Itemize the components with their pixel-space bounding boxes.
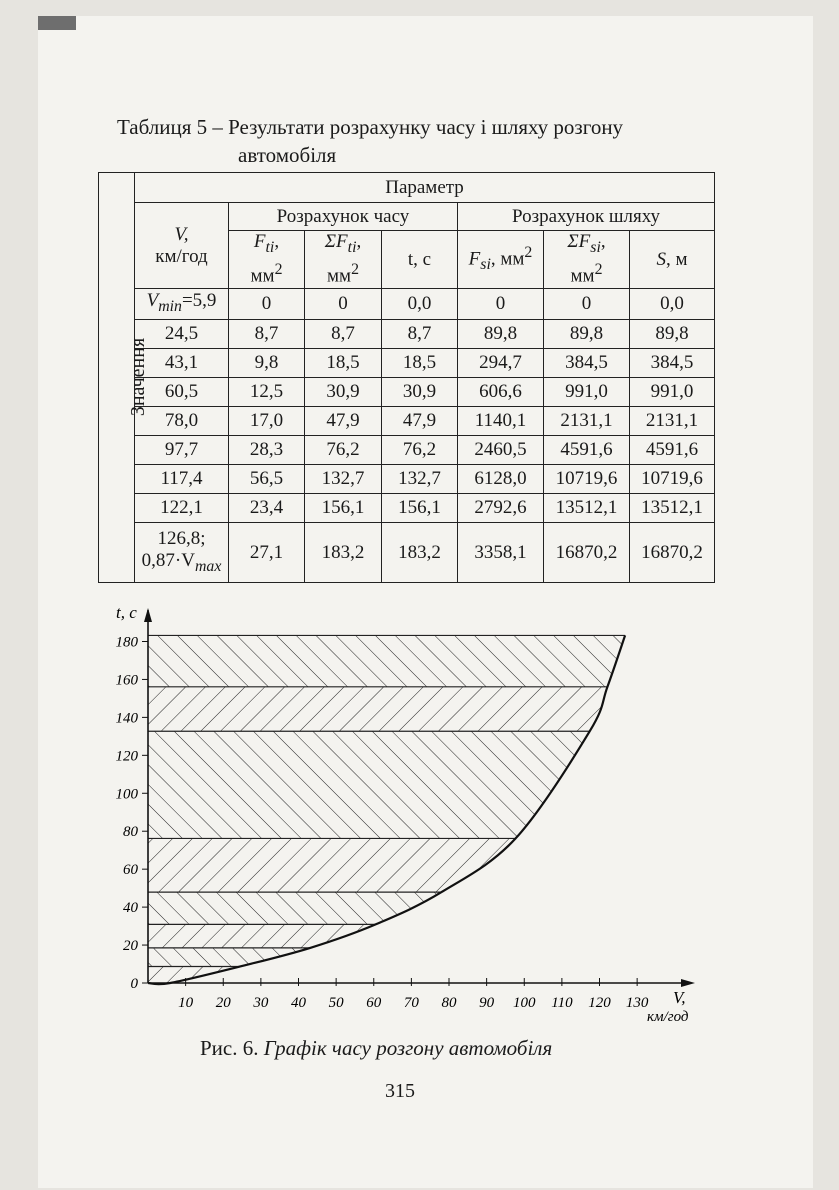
sum-fti-unit: мм — [327, 265, 352, 287]
table-cell: 183,2 — [382, 523, 458, 583]
sum-fsi-unit: мм — [570, 265, 595, 287]
v-min-symbol: V — [146, 290, 159, 312]
hatch-band — [148, 635, 671, 686]
table-cell: 56,5 — [229, 465, 305, 494]
table-cell: 30,9 — [382, 378, 458, 407]
table-cell: 156,1 — [305, 494, 382, 523]
figure-caption-title: Графік часу розгону автомобіля — [263, 1036, 553, 1060]
y-tick-label: 180 — [115, 634, 138, 651]
path-group-header: Розрахунок шляху — [458, 203, 715, 231]
y-tick-label: 100 — [115, 786, 138, 803]
table-cell: 47,9 — [382, 407, 458, 436]
table-cell: 43,1 — [135, 349, 229, 378]
y-tick-label: 20 — [123, 938, 138, 955]
v-max-line1: 126,8; — [157, 527, 206, 549]
y-tick-label: 80 — [123, 824, 138, 841]
x-tick-label: 70 — [403, 995, 419, 1011]
table-cell: 89,8 — [458, 320, 544, 349]
y-axis-label: t, с — [116, 603, 137, 622]
table-cell: 6128,0 — [458, 465, 544, 494]
side-label-cell — [99, 173, 150, 583]
y-tick-label: 40 — [123, 900, 138, 917]
table-cell: 2131,1 — [544, 407, 630, 436]
fsi-symbol: F — [468, 248, 481, 270]
v-max-line2: 0,87·V — [141, 549, 195, 571]
v-min-sub: min — [158, 297, 182, 315]
table-cell: 294,7 — [458, 349, 544, 378]
x-tick-label: 20 — [215, 995, 231, 1011]
y-tick-label: 0 — [130, 976, 138, 992]
s-header — [630, 231, 715, 289]
table-row — [99, 523, 715, 583]
table-row — [99, 320, 715, 349]
table-cell: 78,0 — [135, 407, 229, 436]
table-cell: 4591,6 — [630, 436, 715, 465]
table-cell: 76,2 — [305, 436, 382, 465]
table-row — [99, 465, 715, 494]
table-row — [99, 436, 715, 465]
page-corner-shadow — [38, 16, 76, 30]
table-row — [99, 494, 715, 523]
table-cell: 13512,1 — [630, 494, 715, 523]
x-axis-arrow — [681, 979, 695, 987]
acceleration-time-chart — [98, 596, 698, 1036]
table-cell: 10719,6 — [544, 465, 630, 494]
sum-fsi-sup: 2 — [594, 261, 603, 279]
table-cell: 24,5 — [135, 320, 229, 349]
table-cell: 60,5 — [135, 378, 229, 407]
table-cell: 1140,1 — [458, 407, 544, 436]
s-unit: , м — [666, 248, 688, 270]
sum-fsi-sub: si — [590, 239, 601, 257]
fti-unit: мм — [250, 265, 275, 287]
y-tick-label: 160 — [115, 672, 138, 689]
side-label: Значення — [127, 337, 150, 417]
table-cell: 16870,2 — [544, 523, 630, 583]
v-max-cell — [135, 523, 229, 583]
table-cell: 89,8 — [630, 320, 715, 349]
figure-caption-prefix: Рис. 6. — [200, 1036, 264, 1060]
table-cell: 3358,1 — [458, 523, 544, 583]
x-tick-label: 120 — [588, 995, 611, 1011]
table-cell: 183,2 — [305, 523, 382, 583]
fsi-sup: 2 — [524, 244, 533, 262]
parameter-header: Параметр — [135, 173, 715, 203]
sum-fti-symbol: ΣF — [324, 231, 348, 253]
time-group-header: Розрахунок часу — [229, 203, 458, 231]
v-min-cell — [135, 289, 229, 320]
y-tick-label: 120 — [115, 748, 138, 765]
table-cell: 0,0 — [630, 289, 715, 320]
x-tick-label: 90 — [479, 995, 495, 1011]
table-row — [99, 407, 715, 436]
table-cell: 2131,1 — [630, 407, 715, 436]
hatched-bands — [148, 635, 671, 983]
table-cell: 30,9 — [305, 378, 382, 407]
table-cell: 122,1 — [135, 494, 229, 523]
x-tick-label: 110 — [551, 995, 573, 1011]
table-cell: 991,0 — [544, 378, 630, 407]
sum-fsi-header: $\Sigma F_{si}$, $мм^2$ — [544, 231, 630, 289]
y-ticks — [116, 634, 149, 992]
speed-header-symbol: V, — [174, 223, 189, 245]
table-row — [99, 289, 715, 320]
table-cell: 991,0 — [630, 378, 715, 407]
x-tick-label: 130 — [625, 995, 649, 1011]
x-tick-label: 80 — [441, 995, 457, 1011]
fti-header: $F_{ti}$, $мм^2$ — [229, 231, 305, 289]
y-axis-arrow — [144, 608, 152, 622]
x-axis-label-symbol: V, — [673, 988, 686, 1007]
x-tick-label: 50 — [328, 995, 344, 1011]
hatch-band — [148, 838, 671, 892]
table-cell: 23,4 — [229, 494, 305, 523]
table-caption-line1: Таблиця 5 – Результати розрахунку часу і шляху розгону — [117, 115, 624, 139]
table-cell: 97,7 — [135, 436, 229, 465]
x-tick-label: 60 — [366, 995, 382, 1011]
fsi-sub: si — [480, 256, 491, 274]
table-cell: 47,9 — [305, 407, 382, 436]
table-row — [99, 349, 715, 378]
table-cell: 117,4 — [135, 465, 229, 494]
table-cell: 10719,6 — [630, 465, 715, 494]
table-cell: 132,7 — [382, 465, 458, 494]
sum-fti-sub: ti — [347, 239, 357, 257]
table-cell: 0,0 — [382, 289, 458, 320]
hatch-band — [148, 948, 671, 967]
table-cell: 8,7 — [382, 320, 458, 349]
table-cell: 606,6 — [458, 378, 544, 407]
v-max-sub: max — [194, 557, 222, 575]
table-cell: 17,0 — [229, 407, 305, 436]
fsi-header — [458, 231, 544, 289]
table-cell: 132,7 — [305, 465, 382, 494]
table-row — [99, 378, 715, 407]
table-caption — [117, 113, 737, 169]
sum-fti-header: $\Sigma F_{ti}$, $мм^2$ — [305, 231, 382, 289]
table-cell: 27,1 — [229, 523, 305, 583]
table-cell: 18,5 — [305, 349, 382, 378]
table-cell: 0 — [229, 289, 305, 320]
table-cell: 156,1 — [382, 494, 458, 523]
x-axis-label-unit: км/год — [647, 1009, 689, 1025]
table-cell: 0 — [458, 289, 544, 320]
hatch-band — [148, 731, 671, 838]
table-cell: 9,8 — [229, 349, 305, 378]
sum-fsi-symbol: ΣF — [567, 231, 591, 253]
table-cell: 12,5 — [229, 378, 305, 407]
fsi-unit: , мм — [490, 248, 525, 270]
table-cell: 8,7 — [229, 320, 305, 349]
table-cell: 28,3 — [229, 436, 305, 465]
table-cell: 2792,6 — [458, 494, 544, 523]
v-min-value: =5,9 — [181, 290, 217, 312]
table-cell: 18,5 — [382, 349, 458, 378]
table-cell: 384,5 — [630, 349, 715, 378]
table-cell: 4591,6 — [544, 436, 630, 465]
speed-header — [135, 203, 229, 289]
y-tick-label: 60 — [123, 862, 138, 879]
table-cell: 8,7 — [305, 320, 382, 349]
y-tick-label: 140 — [115, 710, 138, 727]
table-cell: 76,2 — [382, 436, 458, 465]
s-symbol: S — [656, 248, 666, 270]
table-cell: 384,5 — [544, 349, 630, 378]
sum-fti-sup: 2 — [351, 261, 359, 279]
x-tick-label: 40 — [291, 995, 307, 1011]
table-cell: 89,8 — [544, 320, 630, 349]
page-number: 315 — [385, 1080, 415, 1102]
fti-symbol: F — [253, 231, 266, 253]
figure-caption — [200, 1036, 700, 1061]
table-cell: 2460,5 — [458, 436, 544, 465]
table-cell: 13512,1 — [544, 494, 630, 523]
fti-sup: 2 — [274, 261, 283, 279]
speed-header-unit: км/год — [155, 245, 208, 267]
hatch-band — [148, 924, 671, 948]
table-cell: 0 — [544, 289, 630, 320]
x-tick-label: 100 — [513, 995, 536, 1011]
x-tick-label: 10 — [178, 995, 194, 1011]
fti-sub: ti — [265, 239, 275, 257]
table-caption-line2: автомобіля — [238, 143, 337, 167]
table-cell: 16870,2 — [630, 523, 715, 583]
x-tick-label: 30 — [253, 995, 269, 1011]
table-cell: 0 — [305, 289, 382, 320]
t-header: t, с — [382, 231, 458, 289]
results-table — [98, 172, 715, 583]
